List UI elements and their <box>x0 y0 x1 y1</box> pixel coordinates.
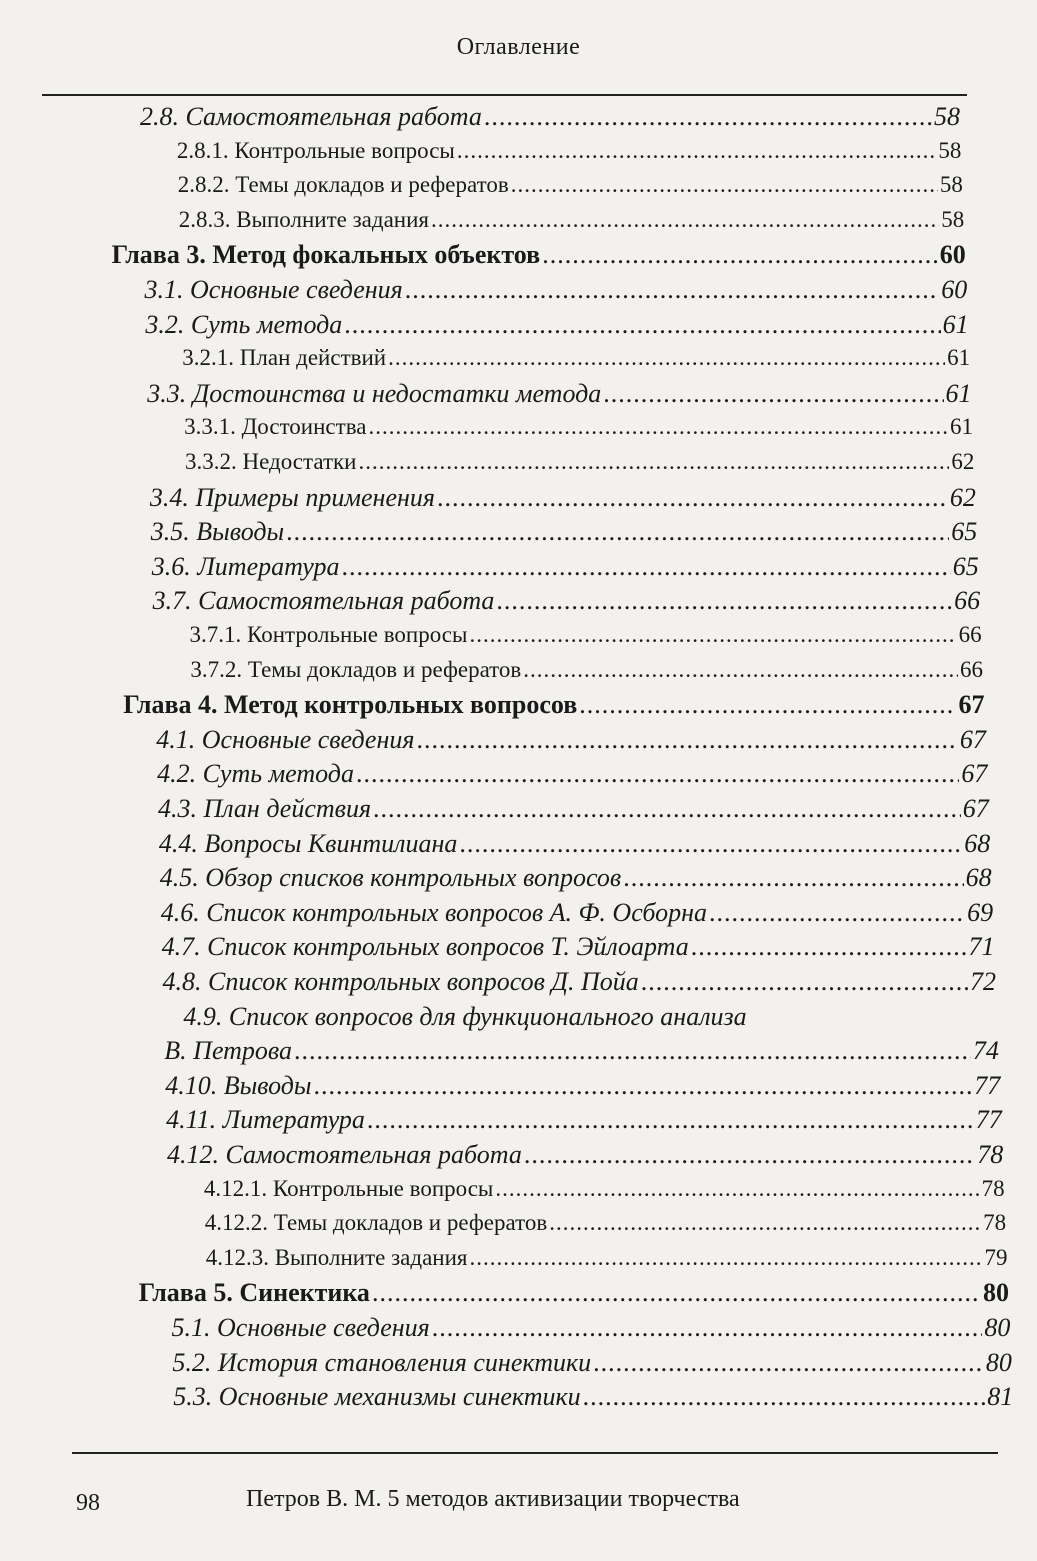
toc-entry-page: 66 <box>954 586 981 616</box>
toc-subsection-entry[interactable] <box>182 346 970 369</box>
toc-section-entry[interactable] <box>163 969 997 995</box>
running-header: Оглавление <box>456 34 581 60</box>
dot-leader <box>388 346 945 369</box>
toc-entry-page: 60 <box>939 240 966 270</box>
toc-section-entry[interactable] <box>183 1001 997 1031</box>
toc-entry-page: 58 <box>941 206 965 232</box>
toc-entry-page: 61 <box>947 345 971 371</box>
dot-leader <box>432 1315 983 1341</box>
toc-entry-page: 77 <box>974 1070 1001 1100</box>
toc-section-entry[interactable] <box>173 1384 1013 1410</box>
toc-section-entry[interactable] <box>166 1107 1002 1133</box>
dot-leader <box>372 1280 981 1306</box>
dot-leader <box>368 415 947 438</box>
toc-section-entry[interactable] <box>157 761 987 787</box>
toc-entry-label: 3.6. Литература <box>151 551 340 581</box>
toc-entry-label: 4.4. Вопросы Квинтилиана <box>158 828 458 858</box>
toc-entry-label: 5.1. Основные сведения <box>171 1313 430 1342</box>
toc-section-entry[interactable] <box>160 897 994 927</box>
toc-entry-page: 66 <box>958 622 982 647</box>
toc-entry-label: 4.12.3. Выполните задания <box>205 1244 468 1270</box>
header-rule <box>42 94 967 96</box>
toc-entry-label: 2.8. Самостоятельная работа <box>140 102 482 131</box>
toc-entry-label: 2.8.2. Темы докладов и рефератов <box>177 172 509 198</box>
dot-leader <box>416 727 957 753</box>
toc-entry-label: 4.9. Список вопросов для функционального анализа <box>183 1001 747 1031</box>
dot-leader <box>549 1211 981 1234</box>
toc-entry-label: 4.12.2. Темы докладов и рефератов <box>204 1210 548 1236</box>
dot-leader <box>691 934 967 960</box>
toc-section-entry[interactable] <box>147 378 972 408</box>
toc-section-entry[interactable] <box>164 1038 999 1064</box>
toc-entry-page: 62 <box>949 482 976 512</box>
toc-entry-page: 66 <box>960 656 984 682</box>
toc-chapter-entry[interactable] <box>139 1280 1009 1306</box>
toc-entry-page: 80 <box>982 1278 1009 1308</box>
toc-entry-label: 3.7.2. Темы докладов и рефератов <box>190 656 522 682</box>
dot-leader <box>641 969 968 995</box>
toc-entry-page: 81 <box>987 1382 1014 1412</box>
toc-entry-page: 67 <box>962 794 989 823</box>
toc-entry-page: 60 <box>941 275 968 304</box>
dot-leader <box>623 865 963 891</box>
dot-leader <box>358 450 949 473</box>
toc-entry-page: 62 <box>951 449 975 474</box>
footer-book-title: Петров В. М. 5 методов активизации творчества <box>246 1486 740 1512</box>
toc-section-entry[interactable] <box>151 519 977 545</box>
toc-entry-page: 58 <box>939 172 963 198</box>
toc-entry-label: 3.7.1. Контрольные вопросы <box>189 622 468 647</box>
toc-entry-page: 67 <box>958 690 985 720</box>
toc-section-entry[interactable] <box>151 551 979 581</box>
dot-leader <box>314 1073 973 1099</box>
toc-entry-page: 61 <box>945 378 972 408</box>
toc-entry-page: 74 <box>972 1036 999 1066</box>
dot-leader <box>405 277 939 303</box>
toc-subsection-entry[interactable] <box>178 173 963 196</box>
toc-section-entry[interactable] <box>153 588 981 614</box>
toc-section-entry[interactable] <box>172 1315 1011 1341</box>
dot-leader <box>469 623 956 646</box>
toc-section-entry[interactable] <box>162 934 995 960</box>
toc-entry-label: 3.1. Основные сведения <box>144 275 403 304</box>
toc-entry-page: 68 <box>965 863 992 893</box>
dot-leader <box>523 658 958 681</box>
toc-entry-page: 68 <box>964 828 991 858</box>
toc-entry-page: 61 <box>949 414 973 440</box>
dot-leader <box>470 1246 983 1269</box>
toc-entry-page: 78 <box>983 1210 1007 1236</box>
footer-page-number: 98 <box>76 1490 100 1516</box>
toc-entry-label: 4.11. Литература <box>166 1105 365 1135</box>
dot-leader <box>294 1038 971 1064</box>
toc-entry-label: 3.3. Достоинства и недостатки метода <box>147 378 602 408</box>
toc-entry-label: 3.7. Самостоятельная работа <box>152 586 495 616</box>
toc-entry-page: 79 <box>984 1244 1008 1270</box>
toc-section-entry[interactable] <box>165 1070 1001 1100</box>
toc-entry-page: 80 <box>985 1347 1012 1377</box>
toc-entry-label: 3.3.2. Недостатки <box>185 449 357 474</box>
toc-subsection-entry[interactable] <box>206 1246 1008 1269</box>
toc-entry-label: 3.5. Выводы <box>150 517 285 547</box>
toc-entry-label: 2.8.1. Контрольные вопросы <box>176 137 455 163</box>
toc-entry-page: 78 <box>981 1175 1005 1201</box>
toc-entry-label: 4.3. План действия <box>158 794 372 823</box>
toc-section-entry[interactable] <box>158 796 989 822</box>
toc-entry-page: 78 <box>977 1140 1004 1169</box>
toc-entry-label: 4.1. Основные сведения <box>156 724 415 754</box>
toc-entry-label: 4.12.1. Контрольные вопросы <box>203 1175 494 1201</box>
toc-entry-label: 3.3.1. Достоинства <box>184 414 367 440</box>
dot-leader <box>511 173 938 196</box>
toc-section-entry[interactable] <box>145 309 969 339</box>
toc-entry-label: 3.2.1. План действий <box>182 345 387 371</box>
dot-leader <box>286 519 949 545</box>
toc-entry-page: 65 <box>952 551 979 581</box>
toc-entry-label: Глава 4. Метод контрольных вопросов <box>123 690 578 720</box>
toc-subsection-entry[interactable] <box>185 450 974 473</box>
toc-section-entry[interactable] <box>145 277 968 303</box>
dot-leader <box>367 1107 974 1133</box>
toc-entry-page: 67 <box>961 759 988 789</box>
dot-leader <box>542 242 938 268</box>
dot-leader <box>344 312 940 338</box>
toc-entry-page: 61 <box>942 309 969 339</box>
toc-section-entry[interactable] <box>156 724 986 754</box>
dot-leader <box>373 796 961 822</box>
toc-subsection-entry[interactable] <box>190 658 983 681</box>
toc-entry-page: 71 <box>968 932 995 962</box>
dot-leader <box>457 139 937 162</box>
toc-entry-label: Глава 3. Метод фокальных объектов <box>111 240 541 270</box>
dot-leader <box>603 381 943 407</box>
toc-entry-label: 4.12. Самостоятельная работа <box>167 1140 522 1169</box>
toc-entry-label: Глава 5. Синектика <box>138 1278 370 1308</box>
toc-section-entry[interactable] <box>140 104 960 130</box>
dot-leader <box>459 831 962 857</box>
toc-section-entry[interactable] <box>149 482 976 512</box>
toc-entry-label: 4.10. Выводы <box>165 1070 312 1100</box>
toc-subsection-entry[interactable] <box>177 139 962 162</box>
toc-section-entry[interactable] <box>172 1347 1012 1377</box>
toc-chapter-entry[interactable] <box>112 242 966 268</box>
toc-section-entry[interactable] <box>167 1142 1003 1168</box>
toc-entry-label: В. Петрова <box>164 1036 293 1066</box>
toc-entry-page: 80 <box>984 1313 1011 1342</box>
toc-entry-label: 4.8. Список контрольных вопросов Д. Пойа <box>162 967 639 996</box>
toc-entry-page: 58 <box>938 137 962 163</box>
dot-leader <box>583 1384 986 1410</box>
toc-entry-label: 3.2. Суть метода <box>145 309 343 339</box>
toc-entry-page: 58 <box>934 102 960 131</box>
dot-leader <box>524 1142 975 1168</box>
toc-entry-page: 72 <box>970 967 996 996</box>
toc-entry-page: 65 <box>951 517 978 547</box>
dot-leader <box>496 588 952 614</box>
toc-entry-page: 77 <box>975 1105 1002 1135</box>
dot-leader <box>593 1350 984 1376</box>
toc-subsection-entry[interactable] <box>205 1211 1006 1234</box>
toc-section-entry[interactable] <box>158 828 991 858</box>
toc-entry-label: 5.2. История становления синектики <box>172 1347 592 1377</box>
toc-entry-label: 3.4. Примеры применения <box>149 482 435 512</box>
toc-entry-label: 2.8.3. Выполните задания <box>178 206 429 232</box>
dot-leader <box>495 1177 979 1200</box>
toc-entry-label: 5.3. Основные механизмы синектики <box>173 1382 581 1412</box>
toc-entry-label: 4.2. Суть метода <box>157 759 354 789</box>
dot-leader <box>341 554 950 580</box>
toc-subsection-entry[interactable] <box>204 1177 1005 1200</box>
dot-leader <box>431 208 939 231</box>
toc-entry-label: 4.5. Обзор списков контрольных вопросов <box>159 863 622 893</box>
toc-chapter-entry[interactable] <box>123 692 984 718</box>
dot-leader <box>356 761 959 787</box>
toc-subsection-entry[interactable] <box>184 415 973 438</box>
toc-subsection-entry[interactable] <box>179 208 965 231</box>
dot-leader <box>484 104 932 130</box>
dot-leader <box>579 692 956 718</box>
dot-leader <box>709 900 965 926</box>
toc-section-entry[interactable] <box>160 865 992 891</box>
dot-leader <box>437 485 948 511</box>
toc-entry-label: 4.6. Список контрольных вопросов А. Ф. Осборна <box>160 897 708 927</box>
toc-entry-label: 4.7. Список контрольных вопросов Т. Эйлоарта <box>161 932 689 962</box>
footer-rule <box>72 1452 998 1454</box>
toc-entry-page: 69 <box>967 897 994 927</box>
toc-subsection-entry[interactable] <box>190 623 982 646</box>
toc-entry-page: 67 <box>959 724 986 754</box>
